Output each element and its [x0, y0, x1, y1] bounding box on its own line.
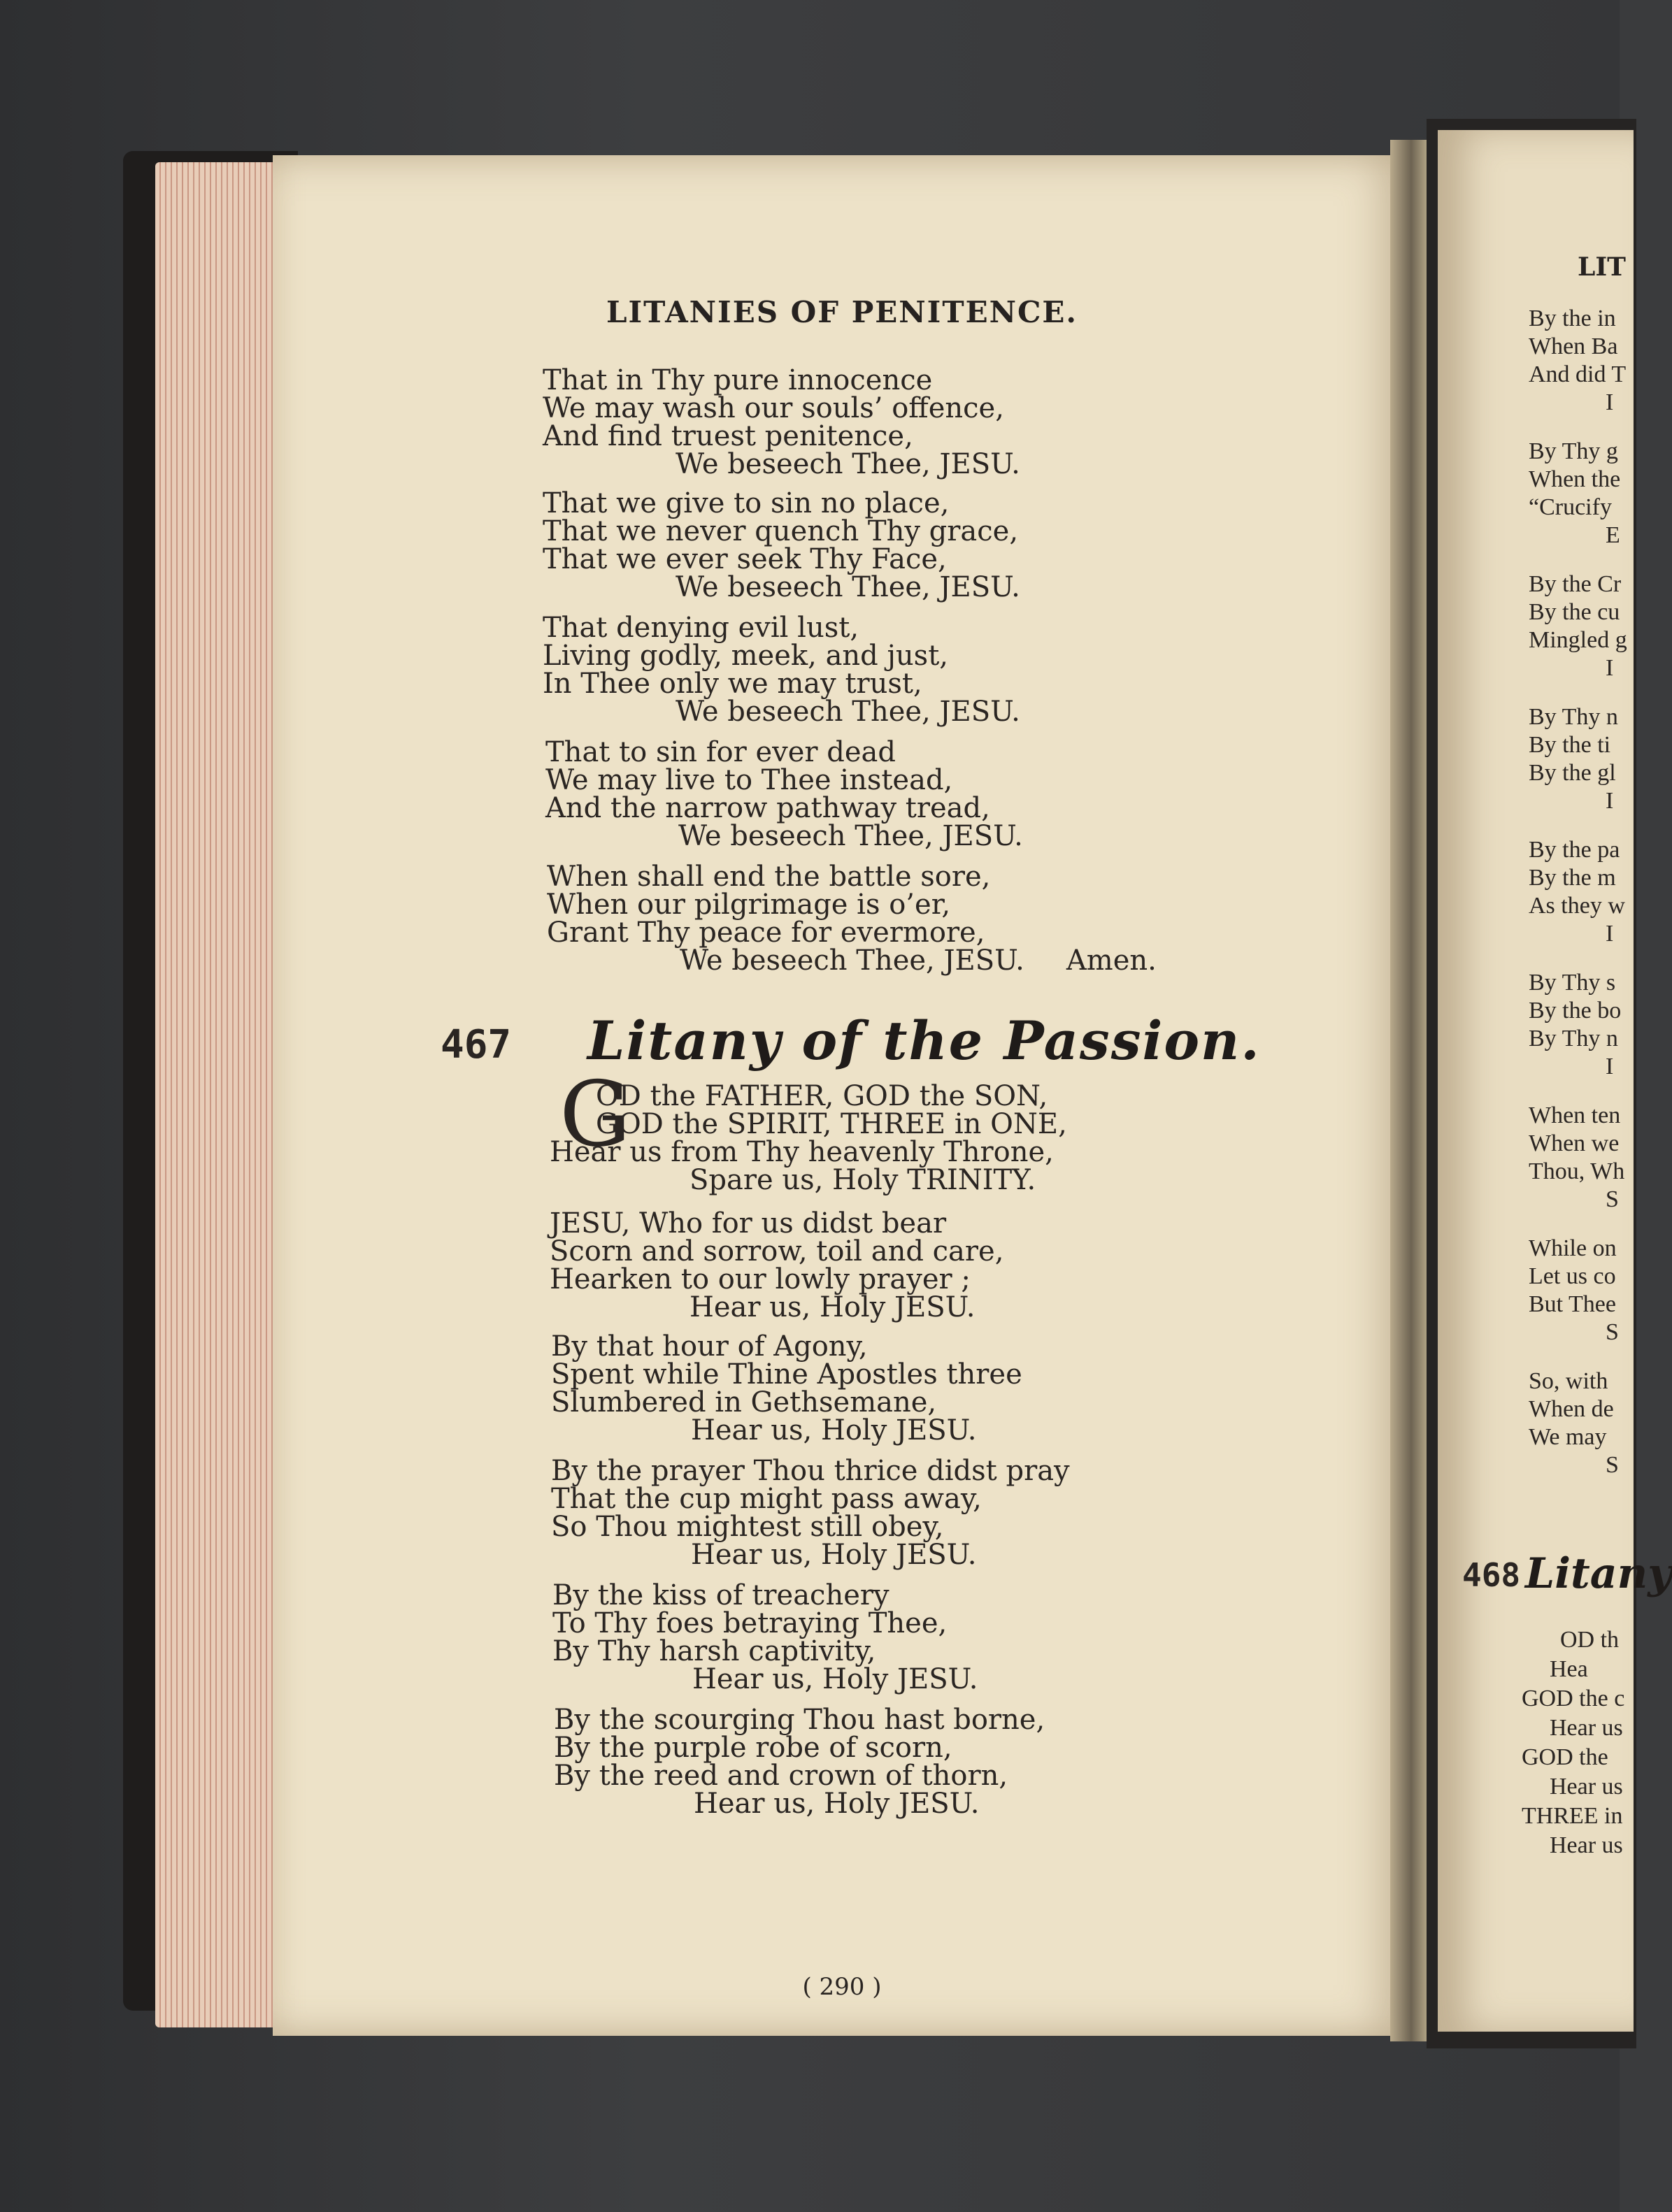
right-page-line: While on — [1529, 1235, 1617, 1261]
stanza-4 — [545, 738, 1023, 850]
right-hymn-number: 468 — [1462, 1556, 1521, 1594]
right-page-line: By the ti — [1529, 732, 1611, 758]
right-page-line: When de — [1529, 1396, 1614, 1422]
right-hymn-line: OD th — [1560, 1627, 1620, 1653]
right-page-line: By the cu — [1529, 599, 1620, 625]
refrain-line: Hear us, Holy JESU. — [691, 1414, 977, 1446]
right-page-line: When ten — [1529, 1103, 1621, 1128]
refrain-line: We beseech Thee, JESU. — [676, 696, 1020, 728]
stanza-line: When shall end the battle sore, — [547, 861, 991, 893]
stanza-line: GOD the SPIRIT, THREE in ONE, — [596, 1108, 1067, 1140]
stanza-3 — [543, 614, 1020, 726]
stanza-line: By the reed and crown of thorn, — [554, 1760, 1008, 1792]
stanza-line: And the narrow pathway tread, — [545, 792, 990, 824]
right-page-line: But Thee — [1529, 1291, 1616, 1317]
refrain-line: Spare us, Holy TRINITY. — [689, 1164, 1036, 1196]
stanza-line: By Thy harsh captivity, — [552, 1635, 876, 1667]
right-hymn-line: Hea — [1550, 1656, 1588, 1682]
right-page-line: By Thy s — [1529, 970, 1616, 996]
stanza-line: Grant Thy peace for evermore, — [547, 917, 985, 949]
stanza-line: In Thee only we may trust, — [543, 668, 922, 700]
right-page-line: By the in — [1529, 306, 1616, 331]
refrain-line: Hear us, Holy JESU. — [692, 1663, 978, 1695]
stanza-line: Scorn and sorrow, toil and care, — [550, 1235, 1004, 1267]
stanza-line: Slumbered in Gethsemane, — [551, 1386, 937, 1419]
refrain-line: We beseech Thee, JESU. — [676, 448, 1020, 480]
right-page — [1438, 130, 1672, 2032]
right-hymn-title: Litany — [1525, 1549, 1672, 1598]
stanza-line: By the scourging Thou hast borne, — [554, 1704, 1045, 1736]
stanza-line: That we never quench Thy grace, — [543, 515, 1019, 547]
stanza-line: That denying evil lust, — [543, 612, 859, 644]
stanza-line: That in Thy pure innocence — [543, 364, 933, 396]
right-page-line: Mingled g — [1529, 627, 1627, 653]
stanza-line: Spent while Thine Apostles three — [551, 1358, 1022, 1391]
stanza-line: So Thou mightest still obey, — [551, 1511, 944, 1543]
stanza-line: By the prayer Thou thrice didst pray — [551, 1455, 1070, 1487]
right-page-line: When the — [1529, 466, 1621, 492]
stanza-line: That we ever seek Thy Face, — [543, 543, 947, 575]
refrain-line: Hear us, Holy JESU. — [689, 1291, 976, 1323]
running-head: LITANIES OF PENITENCE. — [606, 295, 1078, 329]
right-page-line: I — [1606, 788, 1614, 814]
right-page-line: “Crucify — [1529, 494, 1612, 520]
right-page-line: Let us co — [1529, 1263, 1616, 1289]
right-hymn-line: Hear us — [1550, 1774, 1623, 1800]
right-hymn-line: GOD the c — [1522, 1686, 1625, 1711]
right-page-line: Thou, Wh — [1529, 1158, 1625, 1184]
right-page-line: S — [1606, 1452, 1619, 1478]
right-page-line: So, with — [1529, 1368, 1608, 1394]
stanza-line: JESU, Who for us didst bear — [550, 1207, 947, 1240]
hymn-stanza-2 — [550, 1209, 1003, 1321]
stanza-line: To Thy foes betraying Thee, — [552, 1607, 948, 1639]
right-page-line: I — [1606, 655, 1614, 681]
stanza-1 — [543, 366, 1020, 478]
stanza-line: Hear us from Thy heavenly Throne, — [550, 1136, 1054, 1168]
right-page-line: I — [1606, 389, 1614, 415]
stanza-line: That the cup might pass away, — [551, 1483, 982, 1515]
drop-cap: G — [559, 1063, 631, 1167]
right-page-line: I — [1606, 1054, 1614, 1079]
hymn-stanza-3 — [551, 1330, 1022, 1446]
refrain-line: Hear us, Holy JESU. — [691, 1539, 977, 1571]
stanza-line: OD the FATHER, GOD the SON, — [596, 1080, 1048, 1112]
stanza-2 — [543, 489, 1020, 601]
book-gutter — [1390, 140, 1432, 2041]
right-page-line: S — [1606, 1186, 1619, 1212]
right-page-line: When we — [1529, 1130, 1620, 1156]
right-hymn-line: GOD the — [1522, 1744, 1608, 1770]
right-page-line: By the gl — [1529, 760, 1616, 786]
right-page-line: As they w — [1529, 893, 1625, 919]
refrain-line: Hear us, Holy JESU. — [694, 1788, 980, 1820]
stanza-line: That we give to sin no place, — [543, 487, 950, 519]
page-number: ( 290 ) — [802, 1973, 882, 2001]
stanza-line: Living godly, meek, and just, — [543, 640, 948, 672]
right-page-line: By Thy n — [1529, 1026, 1618, 1051]
stanza-line: By the kiss of treachery — [552, 1579, 889, 1611]
right-page-line: By Thy g — [1529, 438, 1618, 464]
refrain-line — [547, 947, 1157, 975]
hymn-stanza-5 — [552, 1581, 978, 1693]
refrain-line: We beseech Thee, JESU. — [678, 820, 1023, 852]
hymn-stanza-1 — [550, 1082, 1067, 1194]
stanza-line: By that hour of Agony, — [551, 1330, 868, 1363]
refrain-text: We beseech Thee, JESU. — [680, 945, 1024, 977]
stanza-5 — [547, 863, 1157, 975]
right-page-line: By Thy n — [1529, 704, 1618, 730]
stanza-line: And find truest penitence, — [543, 420, 913, 452]
stanza-line: That to sin for ever dead — [545, 736, 896, 768]
right-page-line: And did T — [1529, 361, 1627, 387]
right-running-head: LIT — [1578, 252, 1626, 282]
amen: Amen. — [1066, 945, 1157, 977]
right-page-line: When Ba — [1529, 333, 1618, 359]
stanza-line: We may live to Thee instead, — [545, 764, 953, 796]
right-hymn-line: Hear us — [1550, 1832, 1623, 1858]
right-page-line: By the bo — [1529, 998, 1622, 1024]
right-page-line: E — [1606, 522, 1620, 548]
stanza-line: We may wash our souls’ offence, — [543, 392, 1004, 424]
right-page-line: I — [1606, 921, 1614, 947]
right-page-line: S — [1606, 1319, 1619, 1345]
hymn-stanza-4 — [551, 1457, 1070, 1569]
hymn-title: Litany of the Passion. — [587, 1010, 1261, 1072]
right-page-line: We may — [1529, 1424, 1607, 1450]
hymn-stanza-6 — [554, 1706, 1045, 1818]
stanza-line: When our pilgrimage is o’er, — [547, 889, 951, 921]
refrain-line: We beseech Thee, JESU. — [676, 571, 1020, 603]
right-hymn-line: THREE in — [1522, 1803, 1623, 1829]
hymn-number: 467 — [441, 1022, 512, 1068]
right-hymn-line: Hear us — [1550, 1715, 1623, 1741]
right-page-line: By the m — [1529, 865, 1616, 891]
right-page-line: By the Cr — [1529, 571, 1622, 597]
stanza-line: Hearken to our lowly prayer ; — [550, 1263, 971, 1295]
left-page — [273, 155, 1411, 2036]
right-page-line: By the pa — [1529, 837, 1620, 863]
stanza-line: By the purple robe of scorn, — [554, 1732, 952, 1764]
